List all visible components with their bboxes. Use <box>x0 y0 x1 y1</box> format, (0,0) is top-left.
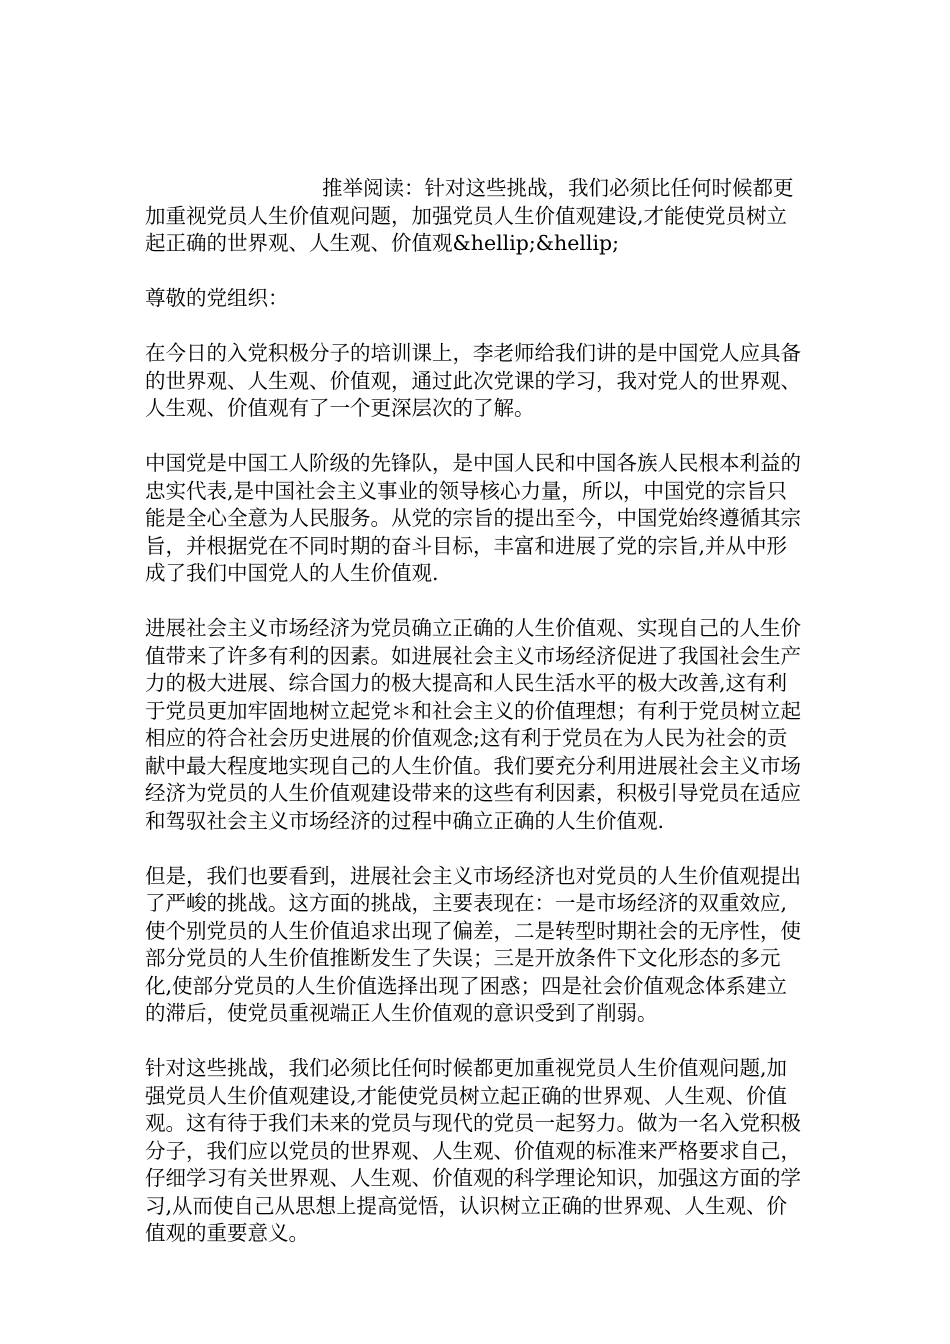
body-paragraph-4: 但是，我们也要看到，进展社会主义市场经济也对党员的人生价值观提出了严峻的挑战。这方面的挑战，主要表现在：一是市场经济的双重效应,使个别党员的人生价值追求出现了偏差，二是转型时期社会的无序性，使部分党员的人生价值推断发生了失误；三是开放条件下文化形态的多元化,使部分党员的人生价值选择出现了困惑；四是社会价值观念体系建立的滞后，使党员重视端正人生价值观的意识受到了削弱。 <box>145 863 801 1025</box>
body-paragraph-1: 在今日的入党积极分子的培训课上，李老师给我们讲的是中国党人应具备的世界观、人生观、价值观，通过此次党课的学习，我对党人的世界观、人生观、价值观有了一个更深层次的了解。 <box>145 341 801 420</box>
intro-paragraph: 推举阅读：针对这些挑战，我们必须比任何时候都更加重视党员人生价值观问题，加强党员人生价值观建设,才能使党员树立起正确的世界观、人生观、价值观&hellip;&hellip; <box>145 176 794 255</box>
document-body <box>145 175 805 1275</box>
salutation: 尊敬的党组织： <box>145 286 289 310</box>
body-paragraph-2: 中国党是中国工人阶级的先锋队，是中国人民和中国各族人民根本利益的忠实代表,是中国社会主义事业的领导核心力量，所以，中国党的宗旨只能是全心全意为人民服务。从党的宗旨的提出至今，中国党始终遵循其宗旨，并根据党在不同时期的奋斗目标，丰富和进展了党的宗旨,并从中形成了我们中国党人的人生价值观. <box>145 451 801 585</box>
body-paragraph-3: 进展社会主义市场经济为党员确立正确的人生价值观、实现自己的人生价值带来了许多有利的因素。如进展社会主义市场经济促进了我国社会生产力的极大进展、综合国力的极大提高和人民生活水平的极大改善,这有利于党员更加牢固地树立起党＊和社会主义的价值理想；有利于党员树立起相应的符合社会历史进展的价值观念;这有利于党员在为人民为社会的贡献中最大程度地实现自己的人生价值。我们要充分利用进展社会主义市场经济为党员的人生价值观建设带来的这些有利因素，积极引导党员在适应和驾驭社会主义市场经济的过程中确立正确的人生价值观. <box>145 616 801 833</box>
body-paragraph-5: 针对这些挑战，我们必须比任何时候都更加重视党员人生价值观问题,加强党员人生价值观建设,才能使党员树立起正确的世界观、人生观、价值观。这有待于我们未来的党员与现代的党员一起努力。做为一名入党积极分子，我们应以党员的世界观、人生观、价值观的标准来严格要求自己，仔细学习有关世界观、人生观、价值观的科学理论知识，加强这方面的学习,从而使自己从思想上提高觉悟，认识树立正确的世界观、人生观、价值观的重要意义。 <box>145 1056 801 1245</box>
